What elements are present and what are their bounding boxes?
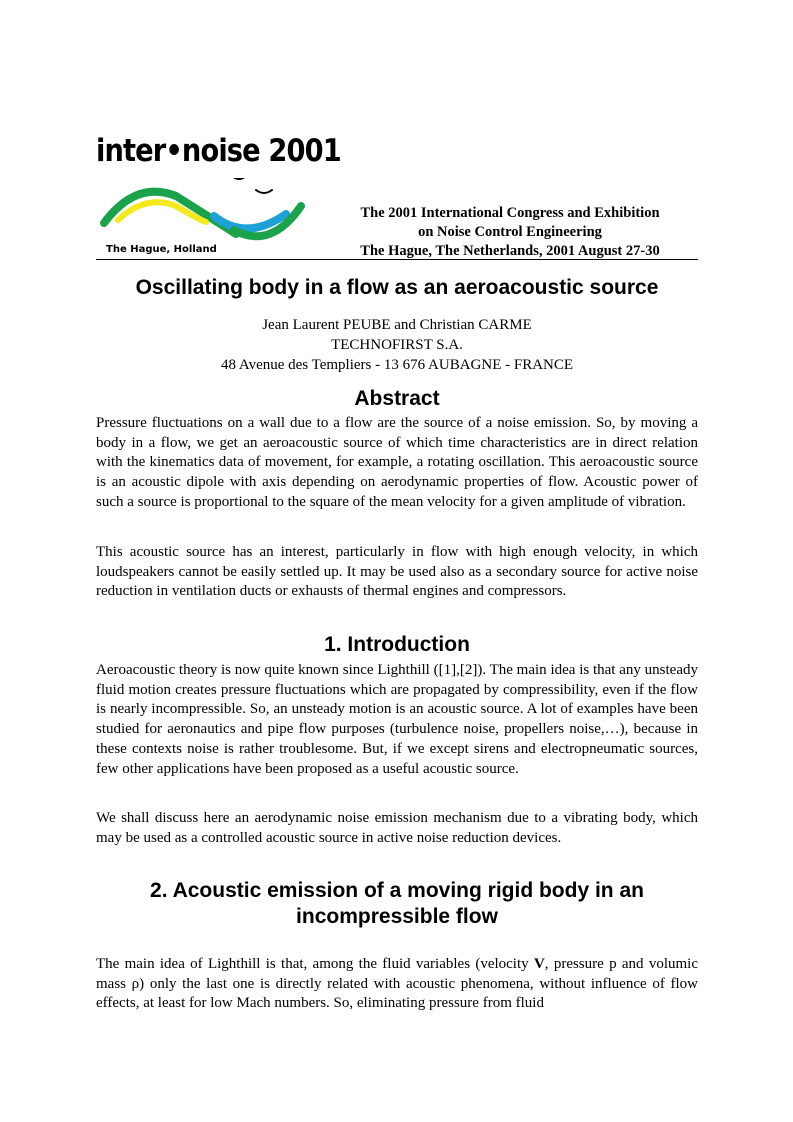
abstract-paragraph-1: Pressure fluctuations on a wall due to a flow are the source of a noise emission. So, by moving a body in a flow, we get an aeroacoustic source of which time characteristics are in direct relation with the kinematics data of movement, for example, a rotating oscillation. This aeroacoustic source is an acoustic dipole with axis depending on aerodynamic properties of flow. Acoustic power of such a source is proportional to the square of the mean velocity for a given amplitude of vibration. (96, 415, 698, 510)
section-2-heading (96, 878, 698, 930)
introduction-heading: 1. Introduction (324, 633, 470, 656)
header-rule (96, 259, 698, 260)
conference-line-2: on Noise Control Engineering (418, 224, 602, 240)
conference-line-3: The Hague, The Netherlands, 2001 August 27-30 (360, 243, 660, 259)
logo-waves-icon (96, 178, 336, 244)
logo-city: The Hague, Holland (106, 244, 217, 255)
velocity-symbol: V (533, 956, 545, 972)
company: TECHNOFIRST S.A. (331, 337, 463, 353)
author-block (96, 315, 698, 375)
address: 48 Avenue des Templiers - 13 676 AUBAGNE - FRANCE (220, 357, 574, 373)
section-2-paragraph-1 (96, 955, 698, 1014)
section-2-text-b: , pressure p and volumic mass ρ) only the last one is directly related with acoustic phenomena, without influence of flow effects, at least for low Mach numbers. So, eliminating pressure from fluid (96, 956, 698, 1012)
logo-title: inter•noise 2001 (96, 133, 341, 169)
authors: Jean Laurent PEUBE and Christian CARME (262, 317, 532, 333)
abstract-paragraph-2: This acoustic source has an interest, particularly in flow with high enough velocity, in which loudspeakers cannot be easily settled up. It may be used also as a secondary source for active noise reduction in ventilation ducts or exhausts of thermal engines and compressors. (96, 544, 698, 600)
section-2-text-a: The main idea of Lighthill is that, among the fluid variables (velocity (96, 956, 534, 972)
introduction-paragraph-2: We shall discuss here an aerodynamic noise emission mechanism due to a vibrating body, which may be used as a controlled acoustic source in active noise reduction devices. (96, 810, 698, 846)
conference-logo (96, 132, 341, 262)
paper-title: Oscillating body in a flow as an aeroacoustic source (135, 276, 659, 299)
introduction-paragraph-1: Aeroacoustic theory is now quite known since Lighthill ([1],[2]). The main idea is that any unsteady fluid motion creates pressure fluctuations which are propagated by compressibility, even if the flow is nearly incompressible. So, an unsteady motion is an acoustic source. A lot of examples have been studied for aeronautics and pipe flow purposes (turbulence noise, propellers noise,…), because in these contexts noise is rather troublesome. But, if we except sirens and electropneumatic sources, few other applications have been proposed as a useful acoustic source. (96, 662, 698, 777)
section-2-heading-line-1: 2. Acoustic emission of a moving rigid body in an (150, 879, 644, 902)
conference-line-1: The 2001 International Congress and Exhibition (360, 205, 660, 221)
section-2-heading-line-2: incompressible flow (296, 905, 498, 928)
conference-info (340, 204, 680, 261)
abstract-heading: Abstract (354, 387, 440, 410)
